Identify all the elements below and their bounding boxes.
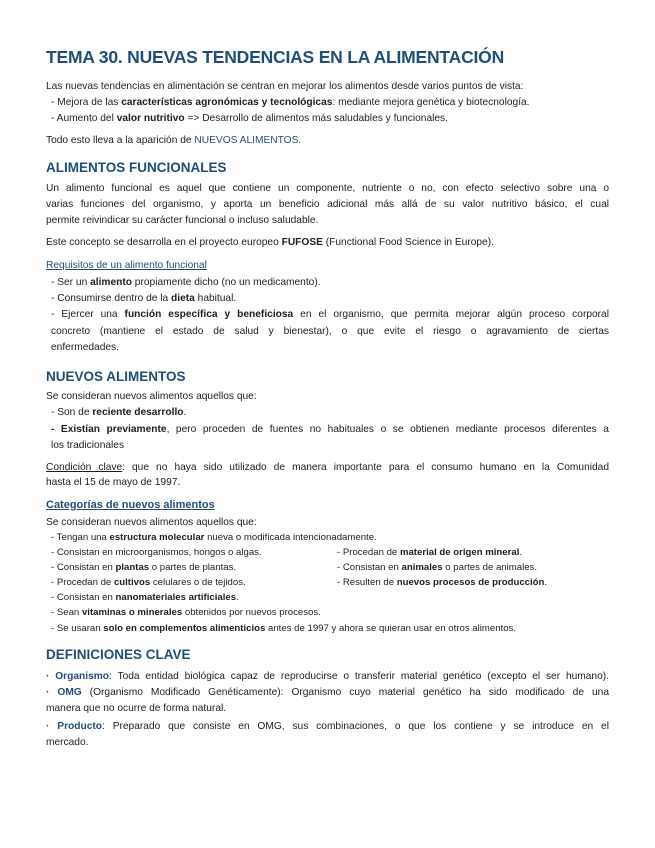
bullet-dot-icon: ·: [46, 687, 50, 698]
categoria-item: - Consistan en animales o partes de animales.: [337, 562, 538, 573]
definicion-item: · Producto: Preparado que consiste en OMG, sus combinaciones, o que los contiene y se introduce en el: [46, 721, 609, 732]
funcionales-paragraph-line: permite reivindicar su carácter funcional o incluso saludable.: [46, 215, 319, 226]
section-heading-nuevos: NUEVOS ALIMENTOS: [46, 369, 186, 384]
funcionales-paragraph-line: varias funciones del organismo, y aporta un beneficio adicional más allá de su valor nutritivo básico, el cual: [46, 199, 609, 210]
intro-bullet-1: - Mejora de las características agronómicas y tecnológicas: mediante mejora genética y biotecnología.: [51, 97, 530, 108]
definicion-item-line: manera que no ocurre de forma natural.: [46, 703, 227, 714]
requisito-item: - Consumirse dentro de la dieta habitual.: [51, 293, 237, 304]
categorias-intro: Se consideran nuevos alimentos aquellos que:: [46, 517, 257, 528]
bullet-dot-icon: ·: [46, 671, 50, 682]
bullet-dot-icon: ·: [46, 721, 50, 732]
fufose-paragraph: Este concepto se desarrolla en el proyecto europeo FUFOSE (Functional Food Science in Europe).: [46, 237, 494, 248]
intro-bullet-2: - Aumento del valor nutritivo => Desarrollo de alimentos más saludables y funcionales.: [51, 113, 448, 124]
requisito-item-line: enfermedades.: [51, 342, 119, 353]
requisito-item: - Ejercer una función específica y beneficiosa en el organismo, que permita mejorar algún proceso corporal: [51, 309, 609, 320]
definicion-item: · OMG (Organismo Modificado Genéticamente): Organismo cuyo material genético ha sido modificado de una: [46, 687, 609, 698]
categoria-item: - Procedan de cultivos celulares o de tejidos.: [51, 577, 246, 588]
categoria-item: - Se usaran solo en complementos alimenticios antes de 1997 y ahora se quieran usar en otros alimentos.: [51, 623, 517, 634]
nuevos-item: - Existían previamente, pero proceden de fuentes no habituales o se obtienen mediante procesos diferentes a: [51, 424, 609, 435]
funcionales-paragraph-line: Un alimento funcional es aquel que contiene un componente, nutriente o no, con efecto selectivo sobre una o: [46, 183, 609, 194]
nuevos-item-line: los tradicionales: [51, 440, 125, 451]
categoria-item: - Tengan una estructura molecular nueva o modificada intencionadamente.: [51, 532, 377, 543]
requisitos-subtitle: Requisitos de un alimento funcional: [46, 260, 207, 271]
section-heading-funcionales: ALIMENTOS FUNCIONALES: [46, 160, 227, 175]
categoria-item: - Consistan en plantas o partes de plantas.: [51, 562, 237, 573]
requisito-item-line: concreto (mantiene el estado de salud y bienestar), o que evite el riesgo o agravamiento de ciertas: [51, 326, 609, 337]
categoria-item: - Consistan en microorganismos, hongos o algas.: [51, 547, 262, 558]
nuevos-intro: Se consideran nuevos alimentos aquellos que:: [46, 391, 257, 402]
categoria-item: - Consistan en nanomateriales artificiales.: [51, 592, 239, 603]
categoria-item: - Resulten de nuevos procesos de producción.: [337, 577, 548, 588]
condicion-clave-line: hasta el 15 de mayo de 1997.: [46, 477, 181, 488]
intro-conclusion: Todo esto lleva a la aparición de NUEVOS ALIMENTOS.: [46, 135, 302, 146]
nuevos-alimentos-link[interactable]: NUEVOS ALIMENTOS: [194, 135, 299, 146]
definicion-item: · Organismo: Toda entidad biológica capaz de reproducirse o transferir material genético (excepto el ser humano).: [46, 671, 609, 682]
condicion-clave: Condición clave: que no haya sido utilizado de manera importante para el consumo humano en la Comunidad: [46, 462, 609, 473]
definicion-item-line: mercado.: [46, 737, 89, 748]
page-title: TEMA 30. NUEVAS TENDENCIAS EN LA ALIMENTACIÓN: [46, 47, 505, 67]
intro-line: Las nuevas tendencias en alimentación se centran en mejorar los alimentos desde varios puntos de vista:: [46, 81, 524, 92]
categoria-item: - Procedan de material de origen mineral.: [337, 547, 523, 558]
categorias-subtitle: Categorías de nuevos alimentos: [46, 499, 215, 511]
nuevos-item: - Son de reciente desarrollo.: [51, 407, 187, 418]
categoria-item: - Sean vitaminas o minerales obtenidos por nuevos procesos.: [51, 607, 321, 618]
section-heading-definiciones: DEFINICIONES CLAVE: [46, 647, 191, 662]
requisito-item: - Ser un alimento propiamente dicho (no un medicamento).: [51, 277, 321, 288]
